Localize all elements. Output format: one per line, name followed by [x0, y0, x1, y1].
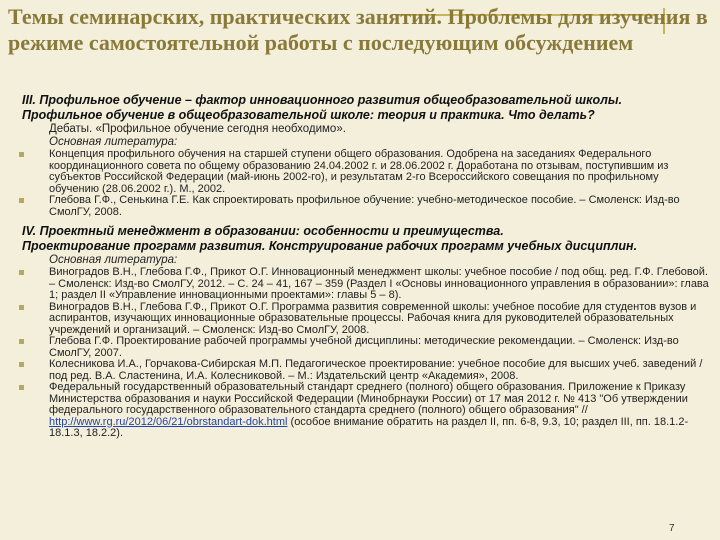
list-item-text-start: Федеральный государственный образовательный стандарт среднего (полного) общего образования. Приложение к Приказу Министерства образования и науки Российской Федерации (Минобрнауки России) от 17 мая 2012 г. № 413 "Об утверждении федерального государственного образовательного стандарта среднего (полного) общего образования" // — [49, 381, 688, 416]
section4-heading-2: Проектирование программ развития. Конструирование рабочих программ учебных дисциплин. — [22, 239, 638, 253]
slide-title: Темы семинарских, практических занятий. Проблемы для изучения в режиме самостоятельной работы с последующим обсуждением — [8, 4, 708, 55]
list-item — [49, 336, 714, 359]
bullet-icon — [19, 385, 24, 390]
bullet-icon — [19, 198, 24, 203]
standard-document-link[interactable]: http://www.rg.ru/2012/06/21/obrstandart-dok.html — [49, 415, 288, 428]
bullet-icon — [19, 305, 24, 310]
bullet-icon — [19, 270, 24, 275]
list-item — [49, 195, 714, 218]
list-item-text: Виноградов В.Н., Глебова Г.Ф., Прикот О.Г. Программа развития современной школы: учебное пособие для студентов вузов и аспирантов, изучающих инновационные образовательные процессы. Рабочая книга для руководителей образовательных учреждений и организаций. – Смоленск: Изд-во СмолГУ, 2008. — [49, 300, 697, 336]
list-item-text: Глебова Г.Ф., Сенькина Г.Е. Как спроектировать профильное обучение: учебно-методическое пособие. – Смоленск: Изд-во СмолГУ, 2008. — [49, 194, 680, 218]
list-item-text: Виноградов В.Н., Глебова Г.Ф., Прикот О.Г. Инновационный менеджмент школы: учебное пособие / под общ. ред. Г.Ф. Глебовой. – Смоленск: Изд-во СмолГУ, 2012. – С. 24 – 41, 167 – 359 (Раздел I «Основы инновационного управления в образовании»: глава 1; раздел II «Управление инновационными проектами»: главы 5 – 8). — [49, 266, 709, 301]
list-item — [49, 267, 714, 302]
list-item-text-end: (особое внимание обратить на раздел II, пп. 6-8, 9.3, 10; раздел III, пп. 18.1.2-18.1.3, 18.2.2). — [49, 415, 689, 439]
list-item-text: Колесникова И.А., Горчакова-Сибирская М.П. Педагогическое проектирование: учебное пособие для высших учеб. заведений / под ред. В.А. Сластенина, И.А. Колесниковой. – М.: Издательский центр «Академия», 2008. — [49, 358, 703, 382]
list-item — [49, 382, 714, 440]
section4-heading-1: IV. Проектный менеджмент в образовании: особенности и преимущества. — [22, 224, 504, 238]
list-item — [49, 359, 714, 382]
slide-body — [14, 93, 714, 440]
list-item-text: Глебова Г.Ф. Проектирование рабочей программы учебной дисциплины: методические рекомендации. – Смоленск: Изд-во СмолГУ, 2007. — [49, 335, 679, 359]
section3-literature-label: Основная литература: — [49, 136, 178, 148]
section4-literature-label: Основная литература: — [49, 254, 178, 266]
bullet-icon — [19, 362, 24, 367]
section3-debate: Дебаты. «Профильное обучение сегодня необходимо». — [49, 123, 346, 135]
list-item — [49, 149, 714, 195]
page-number: 7 — [669, 523, 675, 534]
list-item-text: Концепция профильного обучения на старшей ступени общего образования. Одобрена на заседаниях Федерального координационного совета по общему образованию 24.04.2002 г. и 28.06.2002 г. Доработана по отзывам, поступившим из субъектов Российской Федерации (май-июнь 2002-го), и результатам 2-го Всероссийского совещания по профильному обучению (28.06.2002 г.). М., 2002. — [49, 148, 669, 195]
bullet-icon — [19, 152, 24, 157]
bullet-icon — [19, 339, 24, 344]
section3-heading-1: III. Профильное обучение – фактор инновационного развития общеобразовательной школы. — [22, 93, 623, 107]
section3-heading-2: Профильное обучение в общеобразовательной школе: теория и практика. Что делать? — [22, 108, 595, 122]
list-item — [49, 302, 714, 337]
